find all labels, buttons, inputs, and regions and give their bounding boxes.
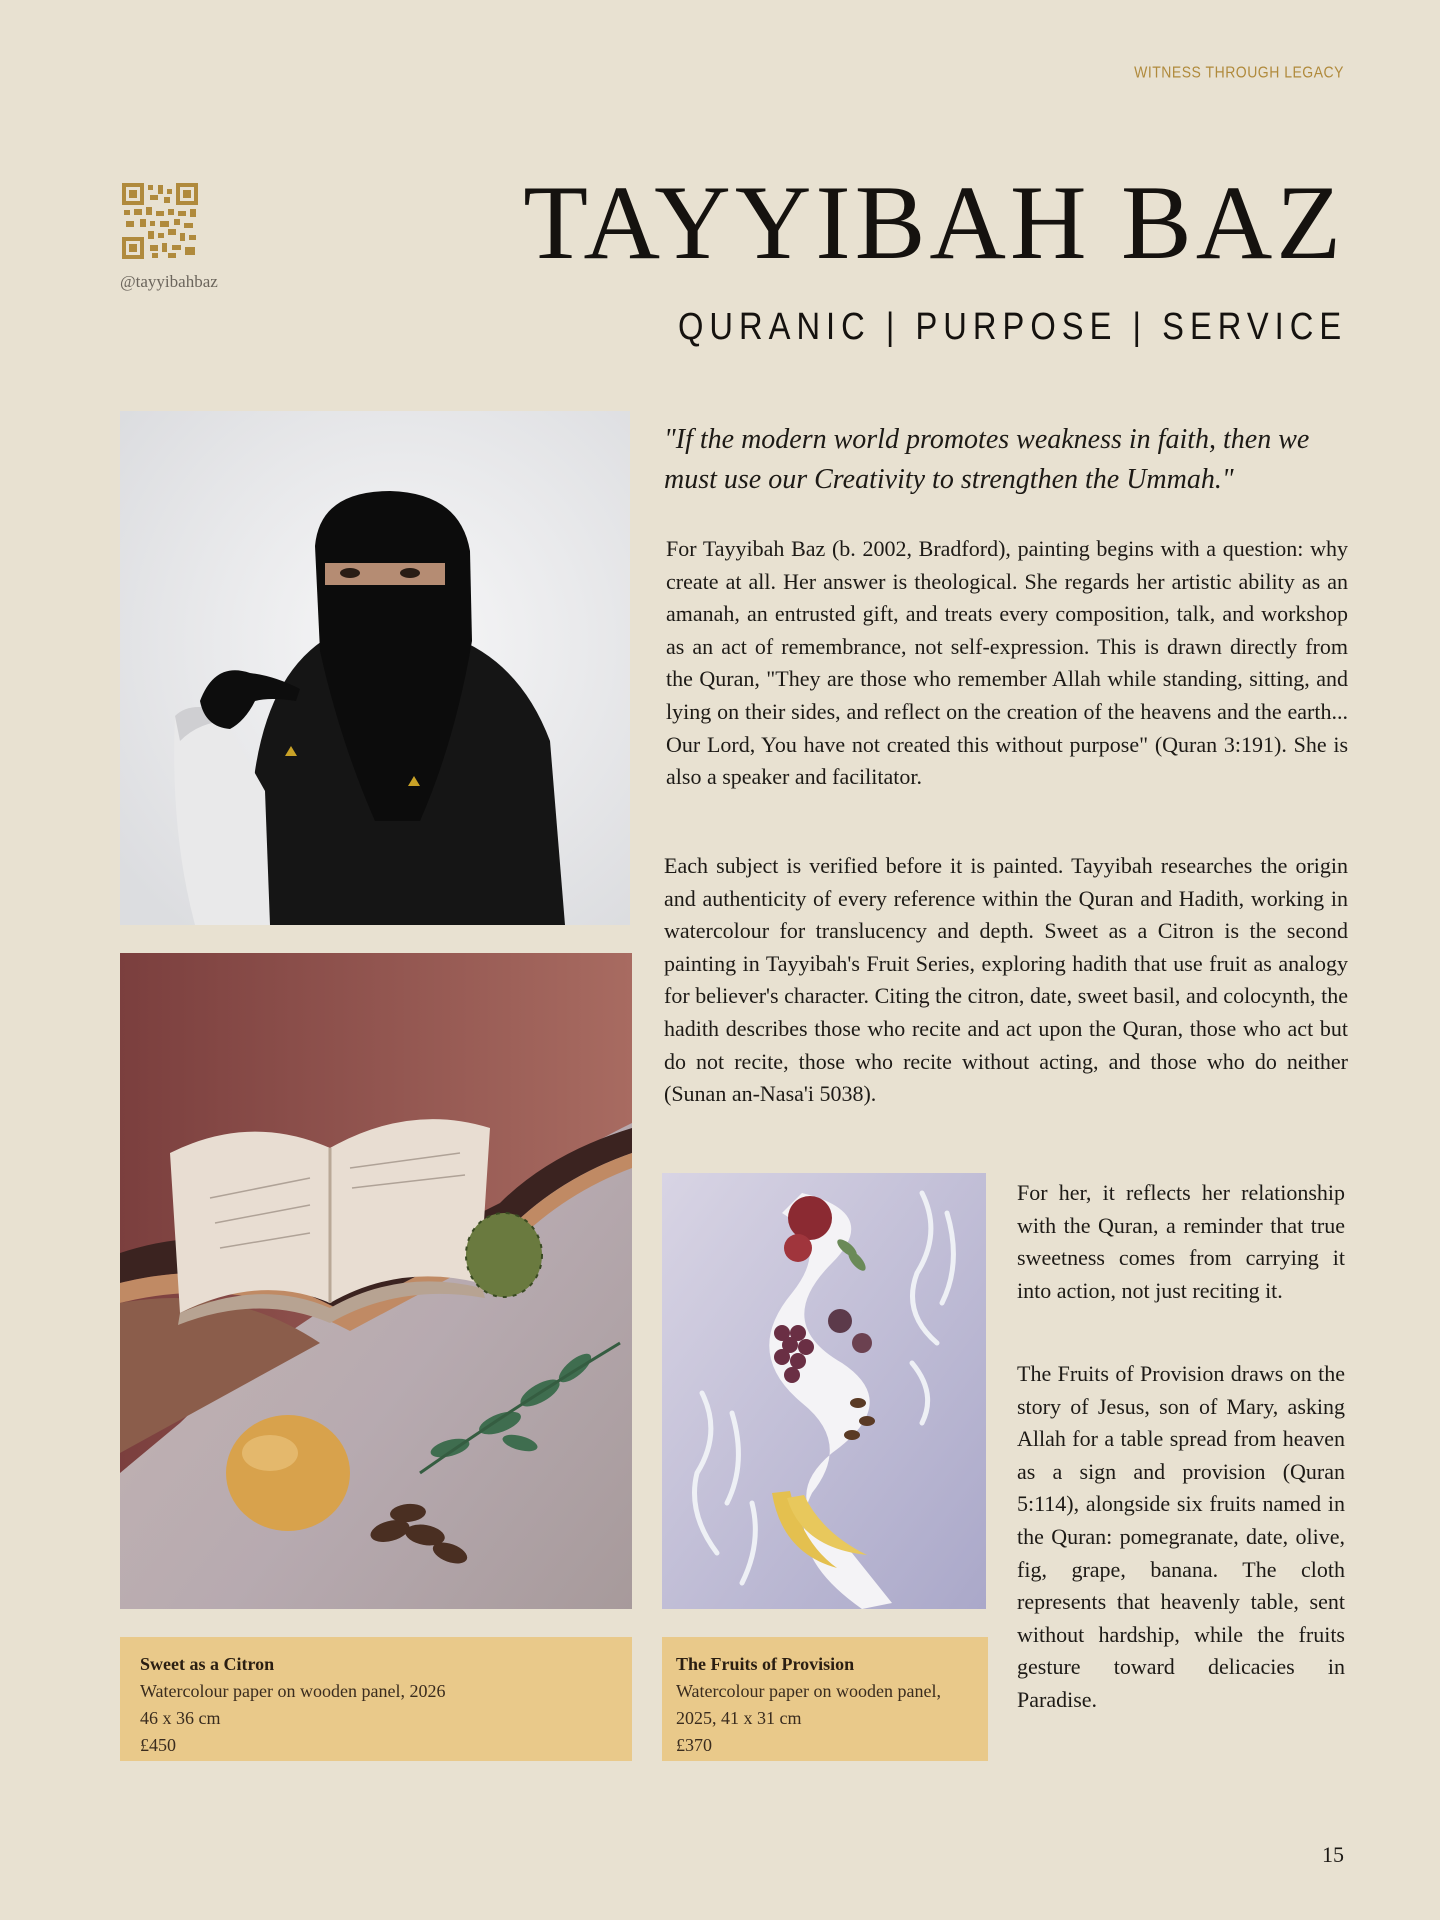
artwork-size: 46 x 36 cm [140,1708,221,1728]
caption-fruits-of-provision [662,1637,988,1761]
artwork-medium: Watercolour paper on wooden panel, 2025, 41 x 31 cm [676,1681,941,1728]
artwork-title: The Fruits of Provision [676,1654,855,1674]
qr-code-icon[interactable] [122,183,198,259]
body-paragraph-4: The Fruits of Provision draws on the story of Jesus, son of Mary, asking Allah for a table spread from heaven as a sign and provision (Quran 5:114), alongside six fruits named in the Quran: pomegranate, date, olive, fig, grape, banana. The cloth represents that heavenly table, sent without hardship, while the fruits gesture toward delicacies in Paradise. [1017,1361,1345,1712]
body-paragraph-3: For her, it reflects her relationship with the Quran, a reminder that true sweetness comes from carrying it into action, not just reciting it. [1017,1180,1345,1303]
artist-portrait-image [120,411,630,925]
caption-sweet-as-a-citron [120,1637,632,1761]
artist-tagline: QURANIC | PURPOSE | SERVICE [677,306,1347,348]
page-number: 15 [1322,1842,1344,1867]
artwork-price: £450 [140,1735,176,1755]
artwork-sweet-as-a-citron-image [120,953,632,1609]
section-label: WITNESS THROUGH LEGACY [1134,63,1344,81]
body-paragraph-2: Each subject is verified before it is painted. Tayyibah researches the origin and authenticity of every reference within the Quran and Hadith, working in watercolour for translucency and depth. Sweet as a Citron is the second painting in Tayyibah's Fruit Series, exploring hadith that use fruit as analogy for believer's character. Citing the citron, date, sweet basil, and colocynth, the hadith describes those who recite and act upon the Quran, those who act but do not recite, those who recite without acting, and those who do neither (Sunan an-Nasa'i 5038). [664,853,1348,1107]
artwork-medium: Watercolour paper on wooden panel, 2026 [140,1681,446,1701]
body-paragraph-1: For Tayyibah Baz (b. 2002, Bradford), painting begins with a question: why create at all. Her answer is theological. She regards her artistic ability as an amanah, an entrusted gift, and treats every composition, talk, and workshop as an act of remembrance, not self-expression. This is drawn directly from the Quran, "They are those who remember Allah while standing, sitting, and lying on their sides, and reflect on the creation of the heavens and the earth... Our Lord, You have not created this without purpose" (Quran 3:191). She is also a speaker and facilitator. [666,536,1348,790]
artist-name: TAYYIBAH BAZ [523,164,1345,281]
artwork-price: £370 [676,1735,712,1755]
social-handle[interactable]: @tayyibahbaz [120,272,218,291]
artwork-fruits-of-provision-image [662,1173,986,1609]
artwork-title: Sweet as a Citron [140,1654,275,1674]
pull-quote: "If the modern world promotes weakness in faith, then we must use our Creativity to strengthen the Ummah." [664,424,1310,495]
